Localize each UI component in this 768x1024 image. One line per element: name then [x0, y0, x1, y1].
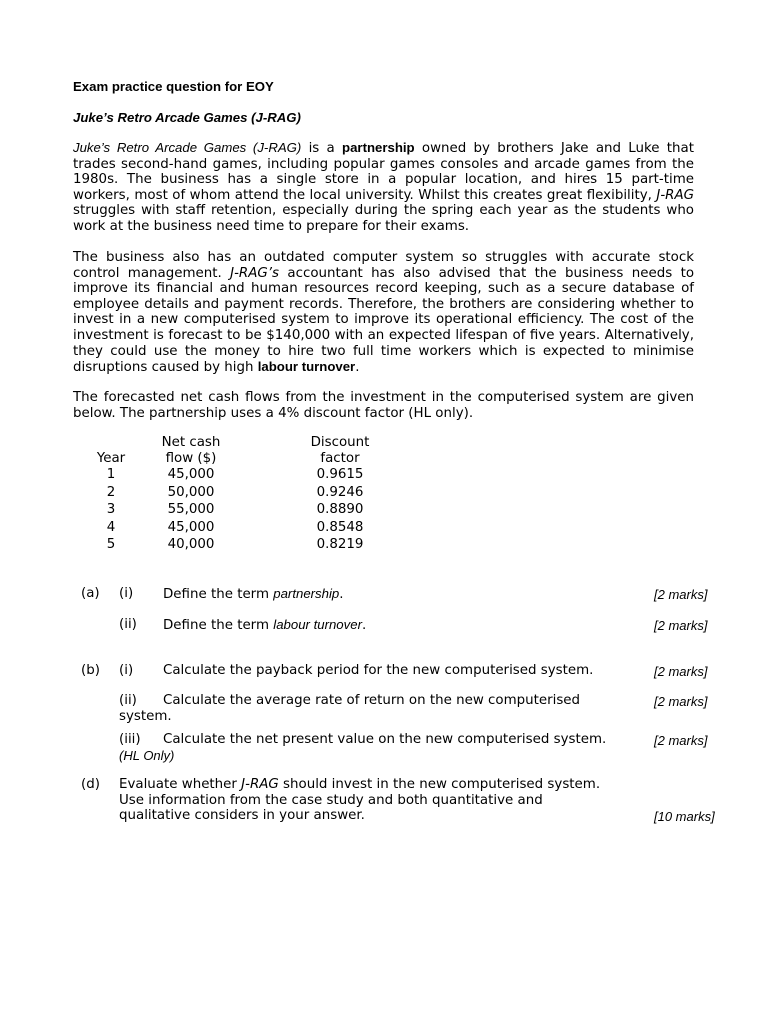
question-a-ii-stem: Define the term	[163, 618, 274, 633]
cell-year: 1	[106, 467, 116, 483]
question-a-i-marks: [2 marks]	[654, 587, 708, 602]
cell-year: 4	[106, 519, 116, 535]
cell-year: 3	[106, 502, 116, 518]
paragraph-cash-flows: The forecasted net cash flows from the investment in the computerised system are given below. The partnership uses a 4% discount factor (HL only).	[73, 390, 694, 421]
question-b-label: (b)	[81, 663, 100, 678]
table-row	[83, 501, 393, 518]
header-net-cash-flow	[139, 435, 243, 467]
question-d-label: (d)	[81, 777, 100, 792]
cell-year: 5	[106, 537, 116, 553]
header-df-line2: factor	[320, 450, 360, 466]
table-header-row	[83, 435, 393, 467]
paragraph-intro-text-a: is a	[301, 141, 343, 156]
cell-discount-factor: 0.8890	[316, 502, 364, 518]
question-b-i-text: Calculate the payback period for the new computerised system.	[163, 663, 594, 678]
table-row	[83, 519, 393, 536]
paragraph-computer-system	[73, 250, 694, 376]
question-d-line2: Use information from the case study and both quantitative and	[119, 793, 543, 808]
question-a-i-number: (i)	[119, 586, 134, 601]
table-row	[83, 484, 393, 501]
case-name: Juke’s Retro Arcade Games (J-RAG)	[73, 140, 302, 155]
question-b-iii-marks: [2 marks]	[654, 733, 708, 748]
question-a-ii-term: labour turnover	[273, 617, 362, 632]
question-b-ii-text-line1: Calculate the average rate of return on the new computerised	[163, 693, 581, 708]
paragraph-intro	[73, 140, 694, 235]
paragraph-computer-text-b: accountant has also advised that the business needs to improve its financial and human resources record keeping, such as a secure database of employee details and payment records. Therefore, the brothers are considering whether to invest in a new computerised system to improve its operational efficiency. The cost of the investment is forecast to be $140,000 with an expected lifespan of five years. Alternatively, they could use the money to hire two full time workers which is expected to minimise disruptions caused by high	[73, 265, 695, 376]
jrags-name: J-RAG’s	[230, 265, 280, 281]
cell-net-cash-flow: 50,000	[167, 484, 215, 500]
question-a-ii-number: (ii)	[119, 617, 137, 632]
question-b-i-number: (i)	[119, 663, 134, 678]
paragraph-intro-text-b: owned by brothers Jake and Luke that trades second-hand games, including popular games consoles and arcade games from the 1980s. The business has a single store in a popular location, and hires 15 part-time workers, most of whom attend the local university. Whilst this creates great flexibility,	[73, 141, 694, 203]
question-a-i-term: partnership	[273, 586, 340, 601]
cell-net-cash-flow: 45,000	[167, 519, 215, 535]
question-b-ii-marks: [2 marks]	[654, 694, 708, 709]
term-partnership: partnership	[342, 140, 415, 155]
question-b-iii-note: (HL Only)	[119, 748, 175, 763]
question-b-iii-text: Calculate the net present value on the new computerised system.	[163, 732, 607, 747]
header-df-line1: Discount	[310, 435, 370, 450]
cell-net-cash-flow: 55,000	[167, 502, 215, 518]
paragraph-computer-text-c: .	[355, 360, 360, 376]
cell-discount-factor: 0.8219	[316, 537, 364, 553]
question-b-i-marks: [2 marks]	[654, 664, 708, 679]
question-d-jrag: J-RAG	[241, 777, 279, 792]
table-row	[83, 536, 393, 553]
jrag-name: J-RAG	[656, 187, 694, 203]
question-a-i-end: .	[339, 587, 344, 602]
page-title: Exam practice question for EOY	[73, 79, 274, 94]
header-discount-factor	[287, 435, 393, 467]
cash-flow-table	[83, 435, 393, 554]
question-d-line1-b: should invest in the new computerised system.	[278, 777, 601, 792]
paragraph-intro-text-c: struggles with staff retention, especially during the spring each year as the students who work at the business need time to prepare for their exams.	[73, 203, 694, 234]
question-b-ii-number: (ii)	[119, 693, 137, 708]
header-ncf-line2: flow ($)	[165, 450, 217, 466]
question-a-i-stem: Define the term	[163, 587, 274, 602]
cell-net-cash-flow: 40,000	[167, 537, 215, 553]
question-b-iii-number: (iii)	[119, 732, 141, 747]
header-gap	[243, 435, 287, 467]
cell-discount-factor: 0.9615	[316, 467, 364, 483]
question-a-i-text	[163, 586, 344, 603]
header-year: Year	[96, 451, 126, 466]
case-title: Juke’s Retro Arcade Games (J-RAG)	[73, 110, 301, 125]
term-labour-turnover: labour turnover	[257, 359, 356, 375]
header-ncf-line1: Net cash	[161, 435, 221, 450]
question-d-line1-a: Evaluate whether	[119, 777, 242, 792]
question-d-line1	[119, 777, 600, 793]
question-b-ii-text-line2: system.	[119, 709, 172, 724]
cell-year: 2	[106, 484, 116, 500]
question-d-marks: [10 marks]	[654, 809, 715, 824]
question-d-line3: qualitative considers in your answer.	[119, 808, 365, 823]
question-a-ii-marks: [2 marks]	[654, 618, 708, 633]
question-a-ii-text	[163, 617, 366, 634]
cell-net-cash-flow: 45,000	[167, 467, 215, 483]
question-a-label: (a)	[81, 586, 100, 601]
cell-discount-factor: 0.8548	[316, 519, 364, 535]
question-a-ii-end: .	[361, 618, 367, 633]
cell-discount-factor: 0.9246	[316, 484, 364, 500]
table-row	[83, 467, 393, 484]
paragraph-computer-text-a: The business also has an outdated computer system so struggles with accurate stock control management.	[73, 250, 694, 281]
